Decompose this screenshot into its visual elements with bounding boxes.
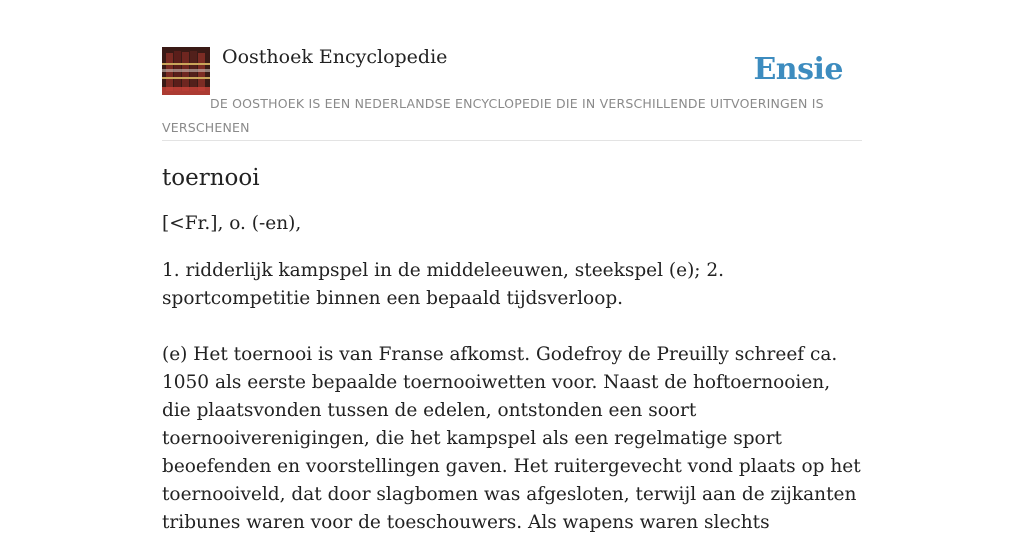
book-spines-icon <box>162 47 210 95</box>
article-body: (e) Het toernooi is van Franse afkomst. Godefroy de Preuilly schreef ca. 1050 als eerste bepaalde toernooiwetten voor. Naast de hoftoernooien, die plaatsvonden tussen de edelen, ontstonden een soort toernooiverenigingen, die het kampspel als een regelmatige sport beoefenden en voorstellingen gaven. Het ruitergevecht vond plaats op het toernooiveld, dat door slagbomen was afgesloten, terwijl aan de zijkanten tribunes waren voor de toeschouwers. Als wapens waren slechts <box>162 344 861 533</box>
article-term: toernooi <box>162 165 260 191</box>
article <box>162 160 862 537</box>
site-name[interactable]: Oosthoek Encyclopedie <box>222 46 448 68</box>
site-tagline: DE OOSTHOEK IS EEN NEDERLANDSE ENCYCLOPEDIE DIE IN VERSCHILLENDE UITVOERINGEN IS VERSCHENEN <box>162 96 824 135</box>
article-etymology: [<Fr.], o. (-en), <box>162 213 302 234</box>
ensie-logo[interactable]: Ensie <box>753 52 843 87</box>
site-avatar[interactable] <box>162 47 210 95</box>
site-header <box>162 46 862 141</box>
article-definition: 1. ridderlijk kampspel in de middeleeuwen, steekspel (e); 2. sportcompetitie binnen een bepaald tijdsverloop. <box>162 260 725 309</box>
